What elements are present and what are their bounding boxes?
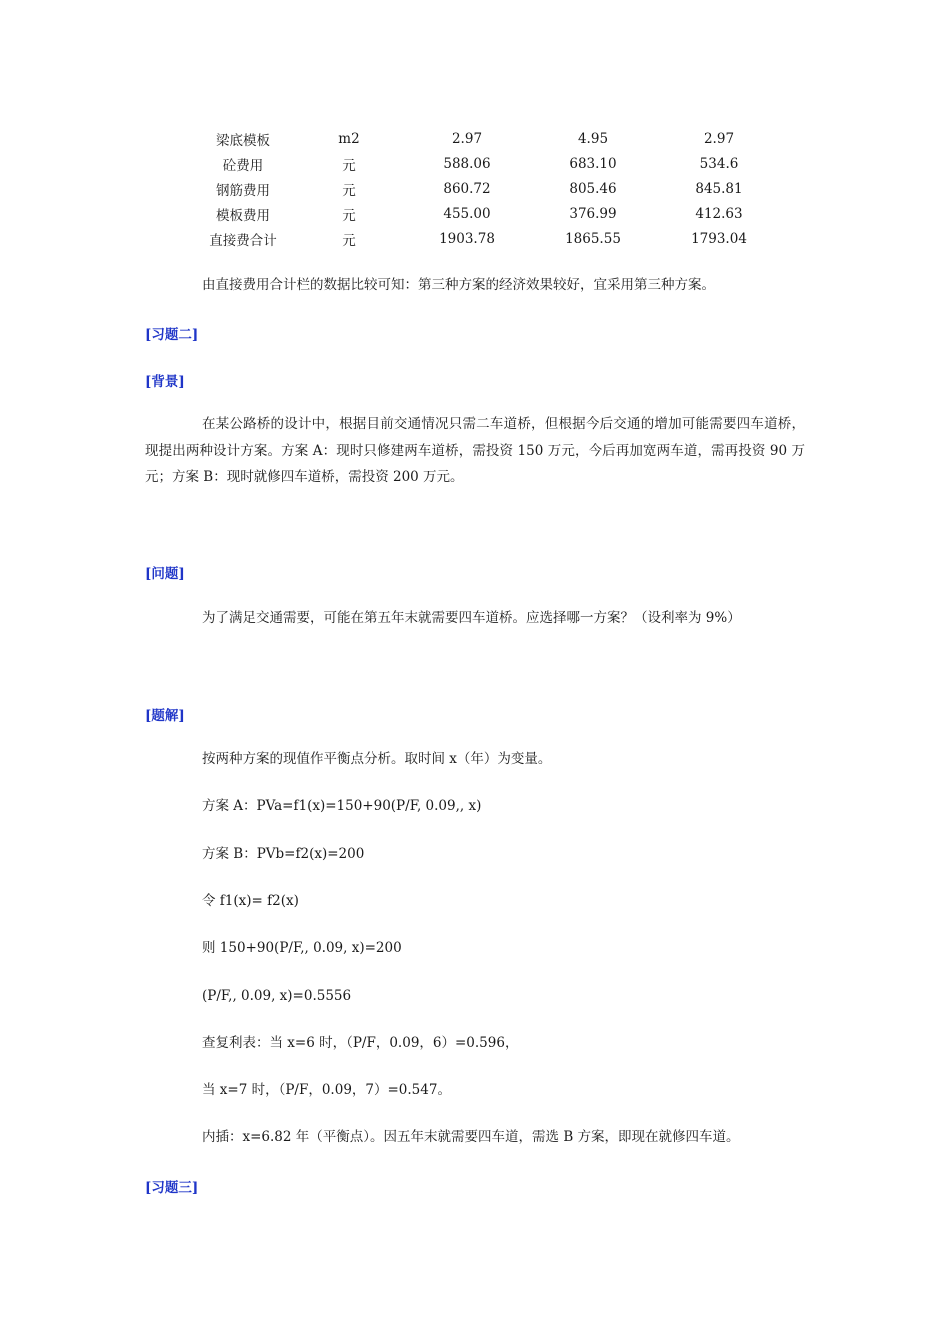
value-cell: 683.10 (569, 155, 617, 172)
solution-line: 令 f1(x)= f2(x) (202, 893, 299, 909)
exercise-2-heading: [习题二] (145, 327, 199, 343)
row-label-cell: 模板费用 (216, 207, 270, 224)
value-cell: 1903.78 (439, 230, 495, 247)
exercise-3-heading: [习题三] (145, 1180, 199, 1196)
unit-cell: 元 (342, 157, 356, 174)
table-row (192, 176, 782, 201)
table-row (192, 201, 782, 226)
solution-line: 则 150+90(P/F,, 0.09, x)=200 (202, 940, 402, 956)
unit-cell: 元 (342, 232, 356, 249)
unit-cell: m2 (338, 130, 360, 147)
solution-line: 内插：x=6.82 年（平衡点）。因五年末就需要四车道，需选 B 方案，即现在就修四车道。 (202, 1129, 740, 1145)
value-cell: 845.81 (695, 180, 743, 197)
row-label-cell: 直接费合计 (209, 232, 277, 249)
value-cell: 588.06 (443, 155, 491, 172)
solution-line: (P/F,, 0.09, x)=0.5556 (202, 988, 352, 1004)
row-label-cell: 砼费用 (222, 157, 264, 174)
table-row (192, 126, 782, 151)
row-label-cell: 钢筋费用 (216, 182, 270, 199)
unit-cell: 元 (342, 182, 356, 199)
unit-cell: 元 (342, 207, 356, 224)
solution-line: 按两种方案的现值作平衡点分析。取时间 x（年）为变量。 (202, 751, 552, 767)
value-cell: 2.97 (703, 130, 735, 147)
row-label-cell: 梁底模板 (216, 132, 270, 149)
table-row (192, 151, 782, 176)
value-cell: 412.63 (695, 205, 743, 222)
value-cell: 534.6 (699, 155, 739, 172)
value-cell: 4.95 (577, 130, 609, 147)
background-text: 在某公路桥的设计中，根据目前交通情况只需二车道桥，但根据今后交通的增加可能需要四车道桥，现提出两种设计方案。方案 A：现时只修建两车道桥，需投资 150 万元，今后再加宽两车道，需再投资 90 万元；方案 B：现时就修四车道桥，需投资 200 万元。 (145, 416, 805, 485)
solution-line: 查复利表：当 x=6 时，（P/F，0.09，6）=0.596， (202, 1035, 519, 1051)
question-heading: [问题] (145, 566, 185, 582)
value-cell: 805.46 (569, 180, 617, 197)
value-cell: 1793.04 (691, 230, 747, 247)
value-cell: 1865.55 (565, 230, 621, 247)
table-row (192, 226, 782, 251)
solution-line: 方案 A：PVa=f1(x)=150+90(P/F, 0.09,, x) (202, 798, 482, 814)
solution-line: 当 x=7 时，（P/F，0.09，7）=0.547。 (202, 1082, 451, 1098)
background-heading: [背景] (145, 374, 185, 390)
value-cell: 2.97 (451, 130, 483, 147)
cost-comparison-table (192, 126, 782, 251)
solution-line: 方案 B：PVb=f2(x)=200 (202, 846, 365, 862)
question-text: 为了满足交通需要，可能在第五年末就需要四车道桥。应选择哪一方案？（设利率为 9%） (202, 610, 741, 626)
value-cell: 376.99 (569, 205, 617, 222)
value-cell: 860.72 (443, 180, 491, 197)
solution-heading: [题解] (145, 708, 185, 724)
conclusion-text: 由直接费用合计栏的数据比较可知：第三种方案的经济效果较好，宜采用第三种方案。 (202, 277, 715, 293)
value-cell: 455.00 (443, 205, 491, 222)
